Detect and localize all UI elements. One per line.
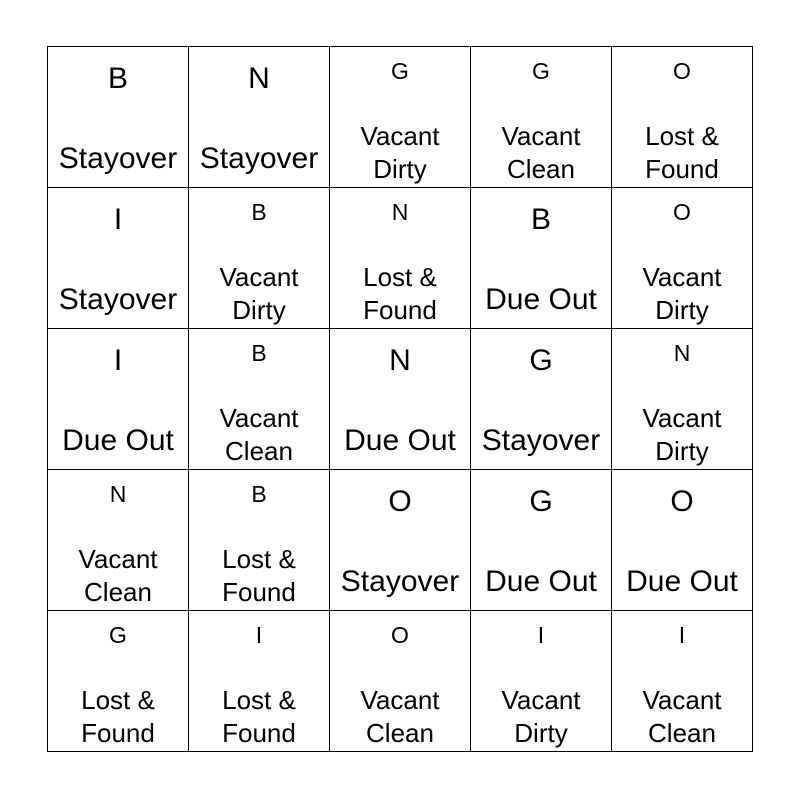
bingo-cell[interactable]	[330, 611, 471, 752]
cell-letter: I	[678, 622, 686, 648]
cell-text: Lost & Found	[222, 685, 296, 748]
cell-text: Vacant Clean	[642, 685, 722, 748]
cell-letter: B	[251, 340, 267, 366]
cell-letter: I	[113, 344, 123, 377]
bingo-cell[interactable]	[189, 470, 330, 611]
cell-text: Vacant Dirty	[642, 262, 722, 325]
cell-text: Stayover	[481, 424, 601, 457]
cell-text: Due Out	[485, 565, 597, 598]
cell-text: Vacant Clean	[360, 685, 440, 748]
cell-text: Lost & Found	[363, 262, 437, 325]
bingo-board	[47, 46, 753, 752]
cell-text: Lost & Found	[645, 121, 719, 184]
cell-letter: I	[113, 203, 123, 236]
cell-letter: B	[251, 199, 267, 225]
cell-letter: G	[391, 58, 409, 84]
bingo-cell[interactable]	[48, 47, 189, 188]
bingo-cell[interactable]	[189, 188, 330, 329]
cell-text: Vacant Clean	[78, 544, 158, 607]
bingo-cell[interactable]	[48, 188, 189, 329]
bingo-cell[interactable]	[189, 329, 330, 470]
cell-text: Due Out	[344, 424, 456, 457]
cell-letter: B	[107, 62, 128, 95]
bingo-cell[interactable]	[612, 470, 753, 611]
bingo-cell[interactable]	[189, 47, 330, 188]
bingo-cell[interactable]	[330, 188, 471, 329]
cell-letter: G	[532, 58, 550, 84]
bingo-cell[interactable]	[330, 329, 471, 470]
cell-letter: B	[530, 203, 551, 236]
bingo-cell[interactable]	[612, 611, 753, 752]
cell-letter: O	[391, 622, 409, 648]
cell-letter: N	[109, 481, 127, 507]
cell-text: Vacant Dirty	[501, 685, 581, 748]
cell-text: Due Out	[626, 565, 738, 598]
bingo-cell[interactable]	[471, 329, 612, 470]
cell-text: Due Out	[62, 424, 174, 457]
cell-letter: G	[109, 622, 127, 648]
cell-text: Lost & Found	[222, 544, 296, 607]
bingo-cell[interactable]	[48, 611, 189, 752]
cell-letter: G	[529, 344, 553, 377]
cell-letter: I	[255, 622, 263, 648]
bingo-cell[interactable]	[330, 470, 471, 611]
cell-letter: O	[388, 485, 412, 518]
cell-letter: N	[248, 62, 270, 95]
bingo-cell[interactable]	[189, 611, 330, 752]
cell-text: Lost & Found	[81, 685, 155, 748]
cell-letter: N	[391, 199, 409, 225]
cell-text: Due Out	[485, 283, 597, 316]
bingo-cell[interactable]	[471, 470, 612, 611]
bingo-cell[interactable]	[471, 188, 612, 329]
bingo-cell[interactable]	[471, 47, 612, 188]
cell-text: Stayover	[58, 142, 178, 175]
cell-letter: O	[673, 58, 691, 84]
bingo-cell[interactable]	[612, 47, 753, 188]
cell-letter: B	[251, 481, 267, 507]
cell-letter: N	[389, 344, 411, 377]
bingo-cell[interactable]	[330, 47, 471, 188]
cell-text: Vacant Dirty	[360, 121, 440, 184]
bingo-cell[interactable]	[48, 329, 189, 470]
bingo-cell[interactable]	[612, 188, 753, 329]
bingo-cell[interactable]	[471, 611, 612, 752]
cell-text: Stayover	[199, 142, 319, 175]
cell-text: Vacant Clean	[219, 403, 299, 466]
bingo-cell[interactable]	[48, 470, 189, 611]
cell-text: Vacant Dirty	[642, 403, 722, 466]
cell-letter: O	[673, 199, 691, 225]
cell-letter: G	[529, 485, 553, 518]
cell-text: Vacant Clean	[501, 121, 581, 184]
cell-text: Stayover	[340, 565, 460, 598]
cell-letter: N	[673, 340, 691, 366]
cell-text: Vacant Dirty	[219, 262, 299, 325]
cell-letter: I	[537, 622, 545, 648]
cell-letter: O	[670, 485, 694, 518]
cell-text: Stayover	[58, 283, 178, 316]
bingo-cell[interactable]	[612, 329, 753, 470]
